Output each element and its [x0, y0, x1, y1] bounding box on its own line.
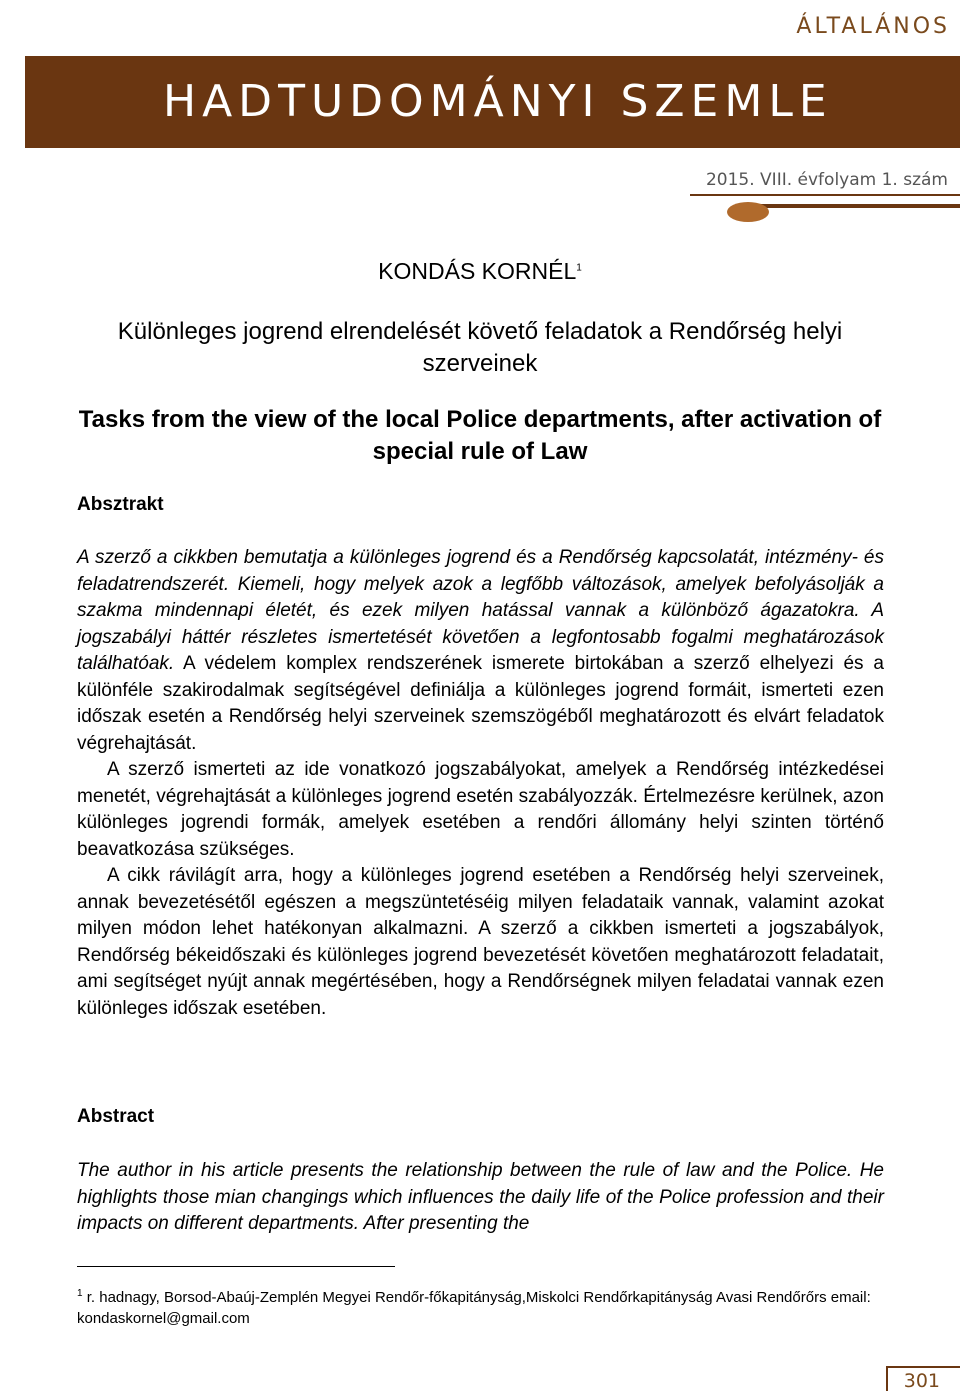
footnote-text: r. hadnagy, Borsod-Abaúj-Zemplén Megyei Rendőr-főkapitányság,Miskolci Rendőrkapitányság Avasi Rendőrőrs email: kondaskornel@gmail.com [77, 1289, 871, 1327]
footnote [77, 1283, 889, 1329]
title-english: Tasks from the view of the local Police departments, after activation of special rule of Law [78, 406, 882, 465]
journal-title: HADTUDOMÁNYI SZEMLE [163, 76, 833, 127]
absztrakt-text: A védelem komplex rendszerének ismerete birtokában a szerző elhelyezi és a különféle szakirodalmak segítségével definiálja a különleges jogrend formáit, ismerteti ezen időszak esetén a Rendőrség helyi szerveinek szemszögéből meghatározott és elvárt feladatok végrehajtását. [77, 653, 884, 754]
footnote-mark: 1 [77, 1288, 83, 1299]
heading-absztrakt: Absztrakt [77, 494, 164, 515]
section-label: ÁLTALÁNOS [796, 14, 950, 39]
issue-info: 2015. VIII. évfolyam 1. szám [705, 170, 948, 190]
journal-banner [25, 56, 960, 148]
footnote-divider [77, 1266, 395, 1267]
title-hungarian: Különleges jogrend elrendelését követő feladatok a Rendőrség helyi szerveinek [117, 318, 843, 377]
absztrakt-paragraph-2: A szerző ismerteti az ide vonatkozó jogszabályokat, amelyek a Rendőrség intézkedései menetét, végrehajtását a különleges jogrend esetén szabályozzák. Értelmezésre kerülnek, azon különleges jogrendi formák, amelyek esetében a rendőri állomány helyi szinten történő beavatkozása szükséges. [77, 759, 884, 860]
absztrakt-paragraph-3: A cikk rávilágít arra, hogy a különleges jogrend esetében a Rendőrség helyi szerveinek, annak bevezetésétől egészen a megszüntetéséig milyen feladataik vannak, valamint azokat milyen módon lehet hatékonyan alkalmazni. A szerző a cikkben ismerteti a jogszabályok, Rendőrség békeidőszaki és különleges jogrend bevezetését követően meghatározott feladatait, ami segítséget nyújt annak megértésében, hogy a Rendőrségnek milyen feladatai vannak ezen különleges időszak esetében. [77, 865, 884, 1019]
page-number: 301 [903, 1370, 940, 1392]
absztrakt-body [77, 545, 884, 1022]
absztrakt-paragraph-1 [77, 545, 884, 757]
ornament-icon [727, 202, 769, 222]
heading-abstract: Abstract [77, 1106, 155, 1127]
author-name [0, 258, 960, 285]
abstract-paragraph: The author in his article presents the relationship between the rule of law and the Police. He highlights those mian changings which influences the daily life of the Police profession and their impacts on different departments. After presenting the [77, 1160, 884, 1234]
author-text: KONDÁS KORNÉL [378, 258, 577, 284]
issue-bar [758, 204, 960, 208]
absztrakt-italic-text: A szerző a cikkben bemutatja a különleges jogrend és a Rendőrség kapcsolatát, intézmény- és feladatrendszerét. Kiemeli, hogy melyek azok a legfőbb változások, amelyek befolyásolják a szakma mindennapi életét, és ezek milyen hatással vannak a különböző ágazatokra. A jogszabályi háttér részletes ismertetését követően a legfontosabb fogalmi meghatározások találhatóak. [77, 547, 884, 674]
issue-divider [690, 194, 960, 196]
author-footnote-mark: 1 [576, 262, 582, 274]
